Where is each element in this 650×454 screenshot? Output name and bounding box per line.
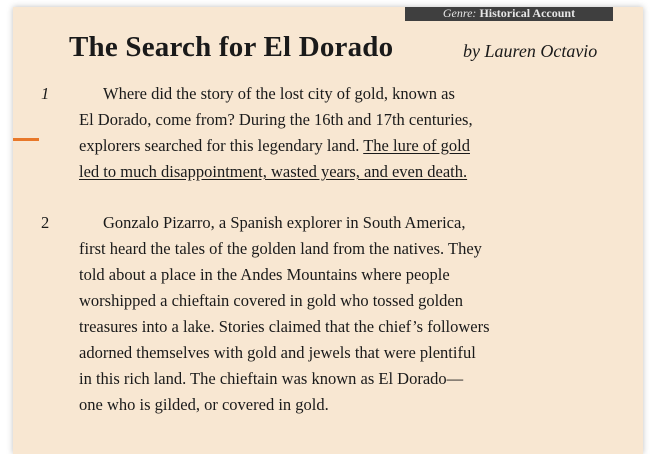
genre-value: Historical Account: [479, 7, 576, 20]
underlined-text: The lure of gold: [363, 136, 470, 155]
paragraph-line: adorned themselves with gold and jewels that were plentiful: [79, 343, 476, 362]
paragraph-line: told about a place in the Andes Mountains where people: [79, 265, 450, 284]
paragraph-line: Gonzalo Pizarro, a Spanish explorer in South America,: [103, 213, 466, 232]
paragraph-line-text: explorers searched for this legendary land.: [79, 136, 360, 155]
article-byline: by Lauren Octavio: [463, 41, 598, 61]
paragraph-line: worshipped a chieftain covered in gold who tossed golden: [79, 291, 463, 310]
paragraph-number-1: 1: [41, 84, 50, 103]
genre-tab: [405, 7, 613, 21]
paragraph-line: treasures into a lake. Stories claimed that the chief’s followers: [79, 317, 490, 336]
paragraph-line: [79, 159, 473, 185]
paragraph-line: one who is gilded, or covered in gold.: [79, 395, 329, 414]
paragraph-line: Where did the story of the lost city of gold, known as: [103, 84, 455, 103]
paragraph-line: El Dorado, come from? During the 16th and 17th centuries,: [79, 110, 473, 129]
paragraph-line: [79, 133, 473, 159]
paragraph-line: in this rich land. The chieftain was known as El Dorado—: [79, 369, 464, 388]
reading-passage-panel: [13, 7, 643, 454]
genre-label: Genre:: [442, 7, 477, 20]
article-title: The Search for El Dorado: [69, 31, 394, 63]
paragraph-2: [79, 210, 490, 418]
paragraph-number-2: 2: [41, 213, 50, 232]
underlined-text: led to much disappointment, wasted years, and even death.: [79, 162, 468, 181]
paragraph-1: [79, 81, 473, 185]
paragraph-line: first heard the tales of the golden land from the natives. They: [79, 239, 482, 258]
margin-accent-line: [13, 138, 39, 141]
